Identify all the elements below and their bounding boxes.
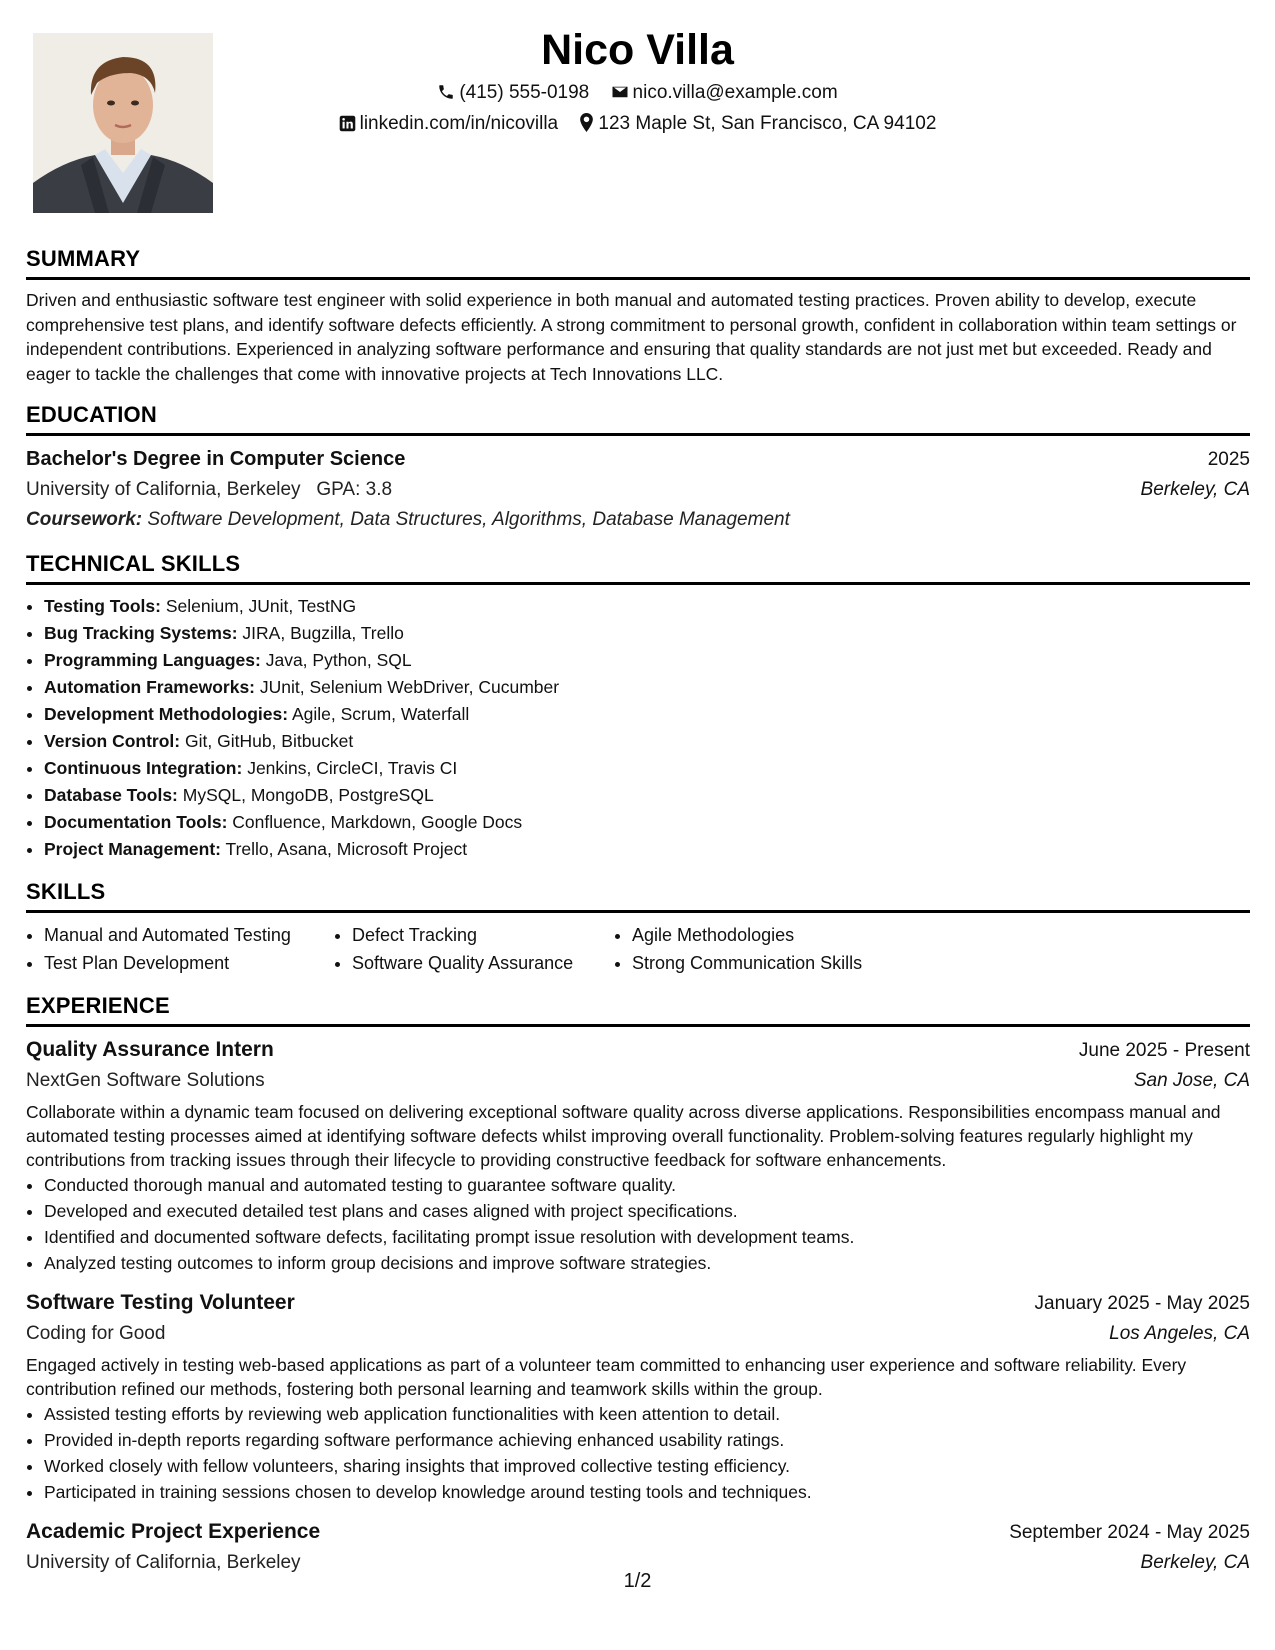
coursework-label: Coursework: [26,509,143,530]
technical-skills-section [26,549,1250,863]
job-company: NextGen Software Solutions [26,1070,265,1091]
email-contact[interactable] [611,80,838,106]
contact-row-primary [0,80,1275,106]
skill-value: MySQL, MongoDB, PostgreSQL [182,785,434,805]
job-dates: January 2025 - May 2025 [1034,1293,1250,1314]
list-item: • Worked closely with fellow volunteers, sharing insights that improved collective testing efficiency. [44,1453,1250,1479]
skills-column [26,921,334,977]
list-item [44,674,1250,701]
list-item: • Test Plan Development [44,949,334,977]
candidate-name: Nico Villa [541,26,734,74]
list-item [44,755,1250,782]
job-description: Engaged actively in testing web-based applications as part of a volunteer team committed to enhancing user experience and software reliability. Every contribution refined our methods, fostering both personal learning and teamwork skills within the group. [26,1355,1187,1399]
job-entry [26,1035,1250,1276]
address-text: 123 Maple St, San Francisco, CA 94102 [598,113,937,134]
job-title: Software Testing Volunteer [26,1291,295,1314]
skill-label: Version Control: [44,731,181,751]
job-title: Academic Project Experience [26,1520,321,1543]
linkedin-icon [339,115,356,132]
location-pin-icon [579,113,594,132]
skills-column [334,921,614,977]
list-item: • Identified and documented software defects, facilitating prompt issue resolution with development teams. [44,1224,1250,1250]
job-company: Coding for Good [26,1323,166,1344]
page-number: 1/2 [623,1570,652,1592]
job-entry [26,1288,1250,1505]
education-school-row [26,475,1250,505]
skill-value: Git, GitHub, Bitbucket [185,731,354,751]
linkedin-text: linkedin.com/in/nicovilla [359,113,559,134]
job-header-row [26,1035,1250,1066]
skill-value: JUnit, Selenium WebDriver, Cucumber [259,677,560,697]
list-item: • Strong Communication Skills [632,949,932,977]
phone-text: (415) 555-0198 [459,82,590,103]
linkedin-contact[interactable] [339,111,559,137]
technical-skills-heading: TECHNICAL SKILLS [26,549,1250,585]
graduation-year: 2025 [1207,449,1250,470]
list-item [44,782,1250,809]
skills-grid [26,921,1250,977]
skill-value: JIRA, Bugzilla, Trello [242,623,404,643]
skill-label: Programming Languages: [44,650,261,670]
job-header-row [26,1517,1250,1548]
phone-contact[interactable] [437,80,589,106]
job-company-row [26,1319,1250,1349]
school-location: Berkeley, CA [1140,479,1250,500]
skill-value: Confluence, Markdown, Google Docs [232,812,523,832]
skill-label: Testing Tools: [44,596,161,616]
skill-label: Project Management: [44,839,221,859]
job-description: Collaborate within a dynamic team focused on delivering exceptional software quality across diverse applications. Responsibilities encompass manual and automated testing processes aimed at identifying software defects whilst improving overall functionality. Problem-solving features regularly highlight my contributions from tracking issues through their lifecycle to providing constructive feedback for software enhancements. [26,1102,1221,1170]
experience-heading: EXPERIENCE [26,991,1250,1027]
list-item: • Agile Methodologies [632,921,932,949]
phone-icon [437,83,455,101]
skill-value: Jenkins, CircleCI, Travis CI [247,758,458,778]
degree-name: Bachelor's Degree in Computer Science [26,448,406,470]
education-heading: EDUCATION [26,400,1250,436]
experience-section [26,991,1250,1578]
list-item: • Conducted thorough manual and automated testing to guarantee software quality. [44,1172,1250,1198]
list-item: • Software Quality Assurance [352,949,614,977]
job-bullets [26,1172,1250,1276]
education-degree-row [26,444,1250,475]
list-item: • Defect Tracking [352,921,614,949]
list-item: • Provided in-depth reports regarding software performance achieving enhanced usability ratings. [44,1427,1250,1453]
skill-label: Documentation Tools: [44,812,228,832]
job-location: San Jose, CA [1133,1070,1250,1091]
summary-section [26,244,1250,386]
job-dates: June 2025 - Present [1078,1040,1250,1061]
job-company: University of California, Berkeley [26,1552,301,1573]
job-title: Quality Assurance Intern [26,1038,274,1061]
list-item: • Analyzed testing outcomes to inform group decisions and improve software strategies. [44,1250,1250,1276]
envelope-icon [611,83,629,101]
list-item [44,701,1250,728]
list-item [44,836,1250,863]
technical-skills-list [26,593,1250,863]
skill-label: Database Tools: [44,785,178,805]
school-name: University of California, Berkeley [26,479,301,500]
contact-row-secondary [0,111,1275,137]
list-item [44,647,1250,674]
education-section [26,400,1250,535]
skill-value: Trello, Asana, Microsoft Project [225,839,468,859]
gpa: GPA: 3.8 [316,479,393,500]
skills-section [26,877,1250,977]
list-item: • Manual and Automated Testing [44,921,334,949]
coursework-list: Software Development, Data Structures, Algorithms, Database Management [147,509,790,530]
coursework [26,505,1250,535]
job-location: Berkeley, CA [1140,1552,1250,1573]
job-entry [26,1517,1250,1578]
skill-value: Agile, Scrum, Waterfall [291,704,470,724]
list-item: • Participated in training sessions chosen to develop knowledge around testing tools and techniques. [44,1479,1250,1505]
email-text: nico.villa@example.com [632,82,838,103]
address-contact [579,111,936,137]
skill-value: Java, Python, SQL [265,650,412,670]
school-info [26,475,392,505]
summary-heading: SUMMARY [26,244,1250,280]
list-item [44,620,1250,647]
list-item [44,728,1250,755]
job-dates: September 2024 - May 2025 [1009,1522,1250,1543]
list-item: • Developed and executed detailed test plans and cases aligned with project specifications. [44,1198,1250,1224]
skill-label: Bug Tracking Systems: [44,623,238,643]
skills-heading: SKILLS [26,877,1250,913]
skill-label: Development Methodologies: [44,704,289,724]
list-item [44,809,1250,836]
skill-label: Automation Frameworks: [44,677,255,697]
skills-column [614,921,932,977]
list-item: • Assisted testing efforts by reviewing web application functionalities with keen attention to detail. [44,1401,1250,1427]
skill-label: Continuous Integration: [44,758,243,778]
resume-content [26,244,1250,1592]
list-item [44,593,1250,620]
job-company-row [26,1066,1250,1096]
job-location: Los Angeles, CA [1109,1323,1250,1344]
summary-text: Driven and enthusiastic software test engineer with solid experience in both manual and automated testing practices. Proven ability to develop, execute comprehensive test plans, and identify software defects efficiently. A strong commitment to personal growth, confident in collaboration within team settings or independent contributions. Experienced in analyzing software performance and ensuring that quality standards are not just met but exceeded. Ready and eager to tackle the challenges that come with innovative projects at Tech Innovations LLC. [26,290,1237,384]
job-header-row [26,1288,1250,1319]
job-bullets [26,1401,1250,1505]
skill-value: Selenium, JUnit, TestNG [165,596,357,616]
